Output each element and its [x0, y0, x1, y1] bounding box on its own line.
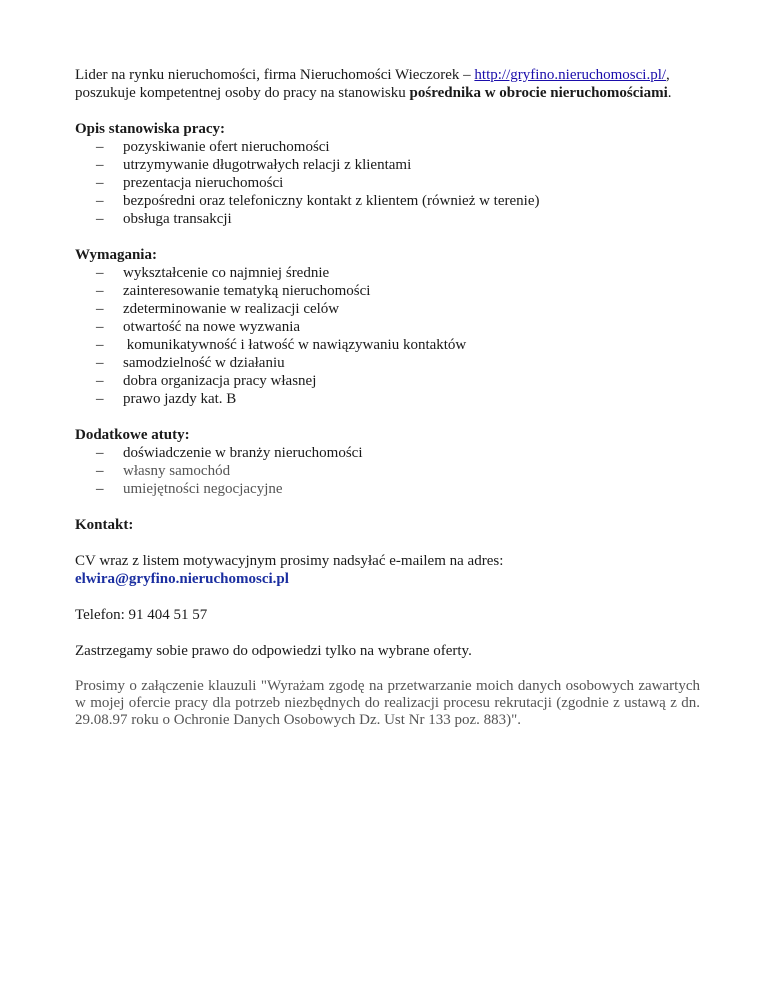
dash-bullet: – [96, 337, 104, 353]
list-item: – obsługa transakcji [96, 211, 232, 227]
dash-bullet: – [96, 373, 104, 389]
list-item: – otwartość na nowe wyzwania [96, 319, 301, 335]
cv-text: CV wraz z listem motywacyjnym prosimy nadsyłać e-mailem na adres: [75, 553, 504, 569]
contact-title: Kontakt: [75, 517, 134, 533]
list-item: – pozyskiwanie ofert nieruchomości [96, 139, 330, 155]
list-item: – utrzymywanie długotrwałych relacji z klientami [96, 157, 412, 173]
company-website-link[interactable]: http://gryfino.nieruchomosci.pl/ [474, 67, 667, 83]
intro-period: . [667, 85, 672, 101]
document-page [75, 66, 700, 729]
list-item: – dobra organizacja pracy własnej [96, 373, 317, 389]
dash-bullet: – [96, 355, 104, 371]
dash-bullet: – [96, 175, 104, 191]
dash-bullet: – [96, 193, 104, 209]
list-item: – prezentacja nieruchomości [96, 175, 284, 191]
dash-bullet: – [96, 481, 104, 497]
dash-bullet: – [96, 283, 104, 299]
list-item: – zainteresowanie tematyką nieruchomości [96, 283, 371, 299]
dash-bullet: – [96, 463, 104, 479]
list-item: – wykształcenie co najmniej średnie [96, 265, 330, 281]
contact-email-link[interactable]: elwira@gryfino.nieruchomosci.pl [75, 571, 289, 587]
extras-list [75, 444, 700, 498]
list-item: – własny samochód [96, 463, 231, 479]
gdpr-clause: Prosimy o załączenie klauzuli "Wyrażam zgodę na przetwarzanie moich danych osobowych zawartych w mojej ofercie pracy dla potrzeb niezbędnych do realizacji procesu rekrutacji (zgodnie z ustawą z dn. 29.08.97 roku o Ochronie Danych Osobowych Dz. Ust Nr 133 poz. 883)". [75, 678, 700, 728]
list-item: – umiejętności negocjacyjne [96, 481, 283, 497]
job-description-list [75, 138, 700, 228]
reserve-note: Zastrzegamy sobie prawo do odpowiedzi tylko na wybrane oferty. [75, 643, 472, 659]
cv-instructions [75, 552, 700, 588]
dash-bullet: – [96, 391, 104, 407]
requirements-title: Wymagania: [75, 247, 157, 263]
list-item: – doświadczenie w branży nieruchomości [96, 445, 363, 461]
requirements-list [75, 264, 700, 408]
list-item: – zdeterminowanie w realizacji celów [96, 301, 340, 317]
dash-bullet: – [96, 211, 104, 227]
list-item: – prawo jazdy kat. B [96, 391, 237, 407]
list-item: – bezpośredni oraz telefoniczny kontakt z klientem (również w terenie) [96, 193, 540, 209]
contact-phone: Telefon: 91 404 51 57 [75, 607, 208, 623]
dash-bullet: – [96, 445, 104, 461]
list-item: – samodzielność w działaniu [96, 355, 285, 371]
extras-title: Dodatkowe atuty: [75, 427, 190, 443]
intro-line2-text: poszukuje kompetentnej osoby do pracy na stanowisku [75, 85, 410, 101]
intro-comma: , [666, 67, 670, 83]
intro-paragraph [75, 66, 700, 102]
dash-bullet: – [96, 301, 104, 317]
dash-bullet: – [96, 139, 104, 155]
list-item: – komunikatywność i łatwość w nawiązywaniu kontaktów [96, 337, 467, 353]
dash-bullet: – [96, 319, 104, 335]
position-name: pośrednika w obrocie nieruchomościami [409, 85, 668, 101]
job-description-title: Opis stanowiska pracy: [75, 121, 226, 137]
intro-text: Lider na rynku nieruchomości, firma Nieruchomości Wieczorek – [75, 67, 475, 83]
dash-bullet: – [96, 157, 104, 173]
dash-bullet: – [96, 265, 104, 281]
